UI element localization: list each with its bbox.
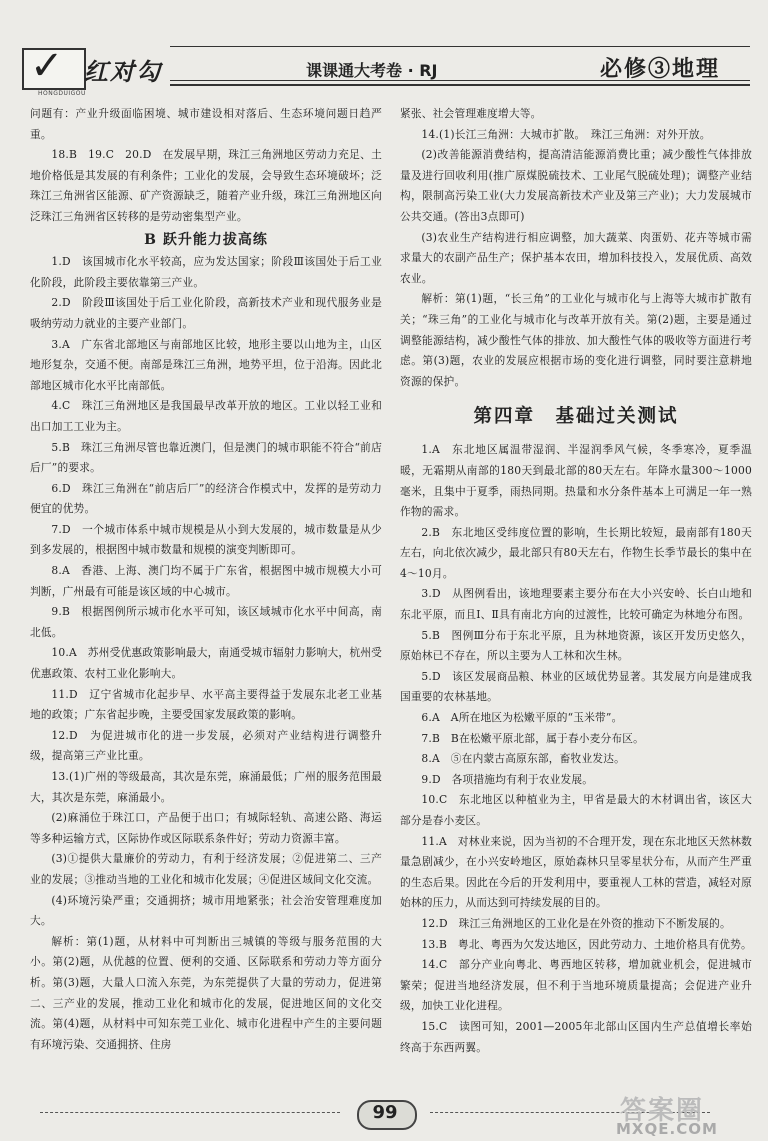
logo-subtext: HONGDUIGOU bbox=[38, 90, 86, 97]
paragraph: 2.D 阶段Ⅲ该国处于后工业化阶段，高新技术产业和现代服务业是吸纳劳动力就业的主要产业部门。 bbox=[30, 296, 382, 330]
paragraph: (3)①提供大量廉价的劳动力，有利于经济发展；②促进第二、三产业的发展；③推动当地的工业化和城市化发展；④促进区域间文化交流。 bbox=[30, 852, 382, 886]
paragraph: 12.D 为促进城市化的进一步发展，必须对产业结构进行调整升级，提高第三产业比重。 bbox=[30, 728, 382, 763]
paragraph: 11.A 对林业来说，因为当初的不合理开发，现在东北地区天然林数量急剧减少，在小兴安岭地区，原始森林只呈零星状分布，从而产生严重的生态后果。因此在今后的开发利用中，要重视人工林的营造，减轻对原始林的压力，从而达到可持续发展的目的。 bbox=[400, 834, 752, 910]
paragraph: 11.D 辽宁省城市化起步早、水平高主要得益于发展东北老工业基地的政策；广东省起步晚，主要受国家发展政策的影响。 bbox=[30, 687, 382, 722]
series-title: 课课通大考卷 · RJ bbox=[306, 61, 438, 80]
paragraph: 15.C 读图可知，2001—2005年北部山区国内生产总值增长率始终高于东西两翼。 bbox=[400, 1019, 752, 1054]
section-heading: B 跃升能力拔高练 bbox=[144, 231, 268, 248]
page-number: 99 bbox=[372, 1102, 398, 1123]
paragraph: 紧张、社会管理难度增大等。 bbox=[400, 107, 542, 120]
paragraph: 6.D 珠江三角洲在“前店后厂”的经济合作模式中，发挥的是劳动力便宜的优势。 bbox=[30, 481, 382, 516]
paragraph: 13.B 粤北、粤西为欠发达地区，因此劳动力、土地价格具有优势。 bbox=[421, 937, 752, 951]
header-rule-thick bbox=[170, 84, 750, 86]
page-number-badge bbox=[345, 1098, 425, 1128]
left-column bbox=[30, 104, 382, 1055]
paragraph: 1.D 该国城市化水平较高，应为发达国家；阶段Ⅲ该国处于后工业化阶段，此阶段主要依靠第三产业。 bbox=[30, 255, 382, 289]
paragraph: 4.C 珠江三角洲地区是我国最早改革开放的地区。工业以轻工业和出口加工工业为主。 bbox=[30, 399, 382, 433]
paragraph: 8.A 香港、上海、澳门均不属于广东省，根据图中城市规模大小可判断，广州最有可能是该区域的中心城市。 bbox=[30, 564, 382, 598]
paragraph: 7.D 一个城市体系中城市规模是从小到大发展的，城市数量是从少到多发展的，根据图中城市数量和规模的演变判断即可。 bbox=[30, 522, 382, 557]
paragraph: 5.B 珠江三角洲尽管也靠近澳门，但是澳门的城市职能不符合“前店后厂”的要求。 bbox=[30, 440, 382, 475]
paragraph: 1.A 东北地区属温带湿润、半湿润季风气候，冬季寒冷，夏季温暖，无霜期从南部的180天到最北部的80天左右。年降水量300～1000毫米，且集中于夏季，雨热同期。热量和水分条件基本上可满足一年一熟作物的需求。 bbox=[400, 443, 752, 519]
paragraph: 解析：第(1)题，“长三角”的工业化与城市化与上海等大城市扩散有关；“珠三角”的工业化与城市化与改革开放有关。第(2)题，主要是通过调整能源结构，减少酸性气体的排放、加大酸性气体的吸收等方面进行考虑。第(3)题，农业的发展应根据市场的变化进行调整，同时要注意耕地资源的保护。 bbox=[400, 292, 752, 388]
paragraph: 18.B 19.C 20.D 在发展早期，珠江三角洲地区劳动力充足、土地价格低是其发展的有利条件；工业化的发展，会导致生态环境破坏；泛珠江三角洲省区能源、矿产资源缺乏，随着产业升级，珠江三角洲地区向泛珠江三角洲省区转移的是劳动密集型产业。 bbox=[30, 148, 382, 223]
paragraph: 8.A ⑤在内蒙古高原东部，畜牧业发达。 bbox=[421, 752, 625, 766]
paragraph: 13.(1)广州的等级最高，其次是东莞，麻涌最低；广州的服务范围最大，其次是东莞，麻涌最小。 bbox=[30, 770, 382, 804]
paragraph: (4)环境污染严重；交通拥挤；城市用地紧张；社会治安管理难度加大。 bbox=[30, 893, 382, 928]
paragraph: 6.A A所在地区为松嫩平原的“玉米带”。 bbox=[421, 711, 623, 725]
paragraph: 问题有：产业升级面临困境、城市建设相对落后、生态环境问题日趋严重。 bbox=[30, 107, 382, 141]
check-mark-icon: ✓ bbox=[30, 43, 64, 89]
paragraph: 14.C 部分产业向粤北、粤西地区转移，增加就业机会，促进城市繁荣；促进当地经济发展，但不利于当地环境质量提高；会促进产业升级，加快工业化进程。 bbox=[400, 958, 752, 1013]
watermark-bottom: MXQE.COM bbox=[616, 1120, 718, 1138]
header-top-rule bbox=[170, 46, 750, 47]
header-rule-thin bbox=[170, 80, 750, 81]
paragraph: 5.D 该区发展商品粮、林业的区域优势显著。其发展方向是建成我国重要的农林基地。 bbox=[400, 669, 752, 704]
paragraph: 12.D 珠江三角洲地区的工业化是在外资的推动下不断发展的。 bbox=[421, 916, 731, 930]
paragraph: 9.D 各项措施均有利于农业发展。 bbox=[421, 772, 594, 786]
paragraph: 解析：第(1)题，从材料中可判断出三城镇的等级与服务范围的大小。第(2)题，从优越的位置、便利的交通、区际联系和劳动力等方面分析。第(3)题，大量人口流入东莞，为东莞提供了大量的劳动力，促进第二、三产业的发展，推动工业化和城市化的发展，促进地区间的文化交流。第(4)题，从材料中可知东莞工业化、城市化进程中产生的主要问题有环境污染、交通拥挤、住房 bbox=[30, 934, 382, 1051]
paragraph: (2)麻涌位于珠江口，产品便于出口；有城际轻轨、高速公路、海运等多种运输方式，区际协作或区际联系条件好；劳动力资源丰富。 bbox=[30, 811, 382, 845]
paragraph: 7.B B在松嫩平原北部，属于春小麦分布区。 bbox=[421, 731, 645, 745]
right-column bbox=[400, 104, 752, 1058]
paragraph: 14.(1)长江三角洲：大城市扩散。 珠江三角洲：对外开放。 bbox=[421, 127, 711, 141]
paragraph: 3.D 从图例看出，该地理要素主要分布在大小兴安岭、长白山地和东北平原，而且Ⅰ、Ⅱ具有南北方向的过渡性，比较可确定为林地分布图。 bbox=[400, 587, 752, 622]
paragraph: 2.B 东北地区受纬度位置的影响，生长期比较短，最南部有180天左右，向北依次减少，最北部只有80天左右，作物生长季节最长的集中在4～10月。 bbox=[400, 525, 752, 580]
brand-logo bbox=[20, 43, 170, 97]
paragraph: (3)农业生产结构进行相应调整，加大蔬菜、肉蛋奶、花卉等城市需求量大的农副产品生产；保护基本农田，增加科技投入，发展优质、高效农业。 bbox=[400, 230, 752, 285]
paragraph: (2)改善能源消费结构，提高清洁能源消费比重；减少酸性气体排放量及进行回收利用(推广原煤脱硫技术、工业尾气脱硫处理)；调整产业结构，限制高污染工业(大力发展高新技术产业及第三产业)；大力发展城市公共交通。(答出3点即可) bbox=[400, 148, 752, 223]
page-header bbox=[20, 43, 750, 97]
chapter-heading: 第四章 基础过关测试 bbox=[473, 406, 679, 428]
subject-title: 必修③地理 bbox=[599, 56, 720, 82]
paragraph: 5.B 图例Ⅲ分布于东北平原，且为林地资源，该区开发历史悠久，原始林已不存在，所以主要为人工林和次生林。 bbox=[400, 628, 752, 663]
paragraph: 10.A 苏州受优惠政策影响最大，南通受城市辐射力影响大，杭州受优惠政策、农村工业化影响大。 bbox=[30, 646, 382, 681]
watermark bbox=[610, 1090, 750, 1136]
paragraph: 10.C 东北地区以种植业为主，甲省是最大的木材调出省，该区大部分是春小麦区。 bbox=[400, 793, 752, 827]
footer-rule-left bbox=[40, 1112, 340, 1113]
logo-text: 红对勾 bbox=[84, 57, 162, 86]
paragraph: 9.B 根据图例所示城市化水平可知，该区域城市化水平中间高，南北低。 bbox=[30, 605, 382, 639]
watermark-top: 答案圈 bbox=[620, 1096, 705, 1126]
paragraph: 3.A 广东省北部地区与南部地区比较，地形主要以山地为主，山区地形复杂，交通不便。南部是珠江三角洲，地势平坦，位于沿海。因此北部地区城市化水平比南部低。 bbox=[30, 337, 382, 392]
